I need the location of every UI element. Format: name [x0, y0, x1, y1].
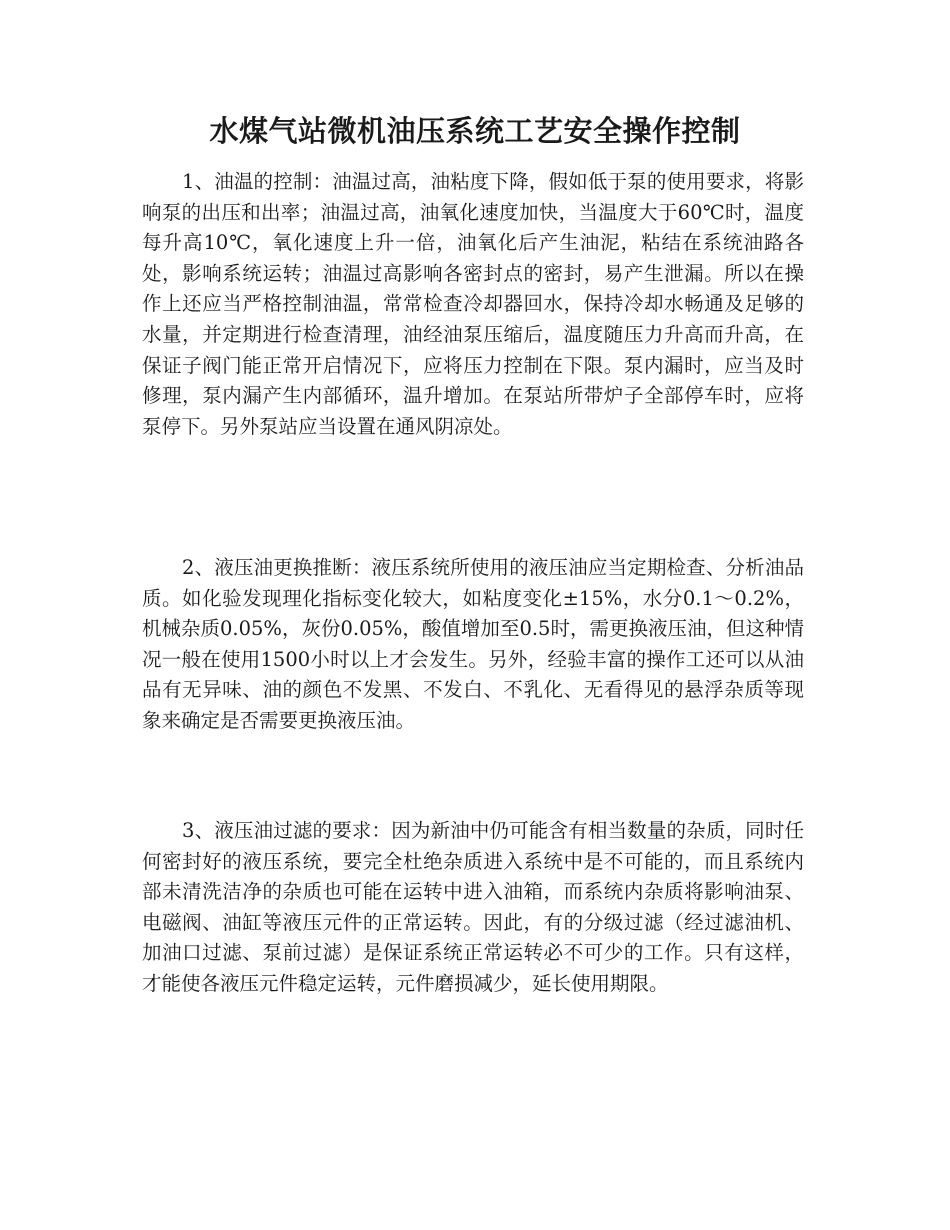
paragraph-hydraulic-oil-replacement: 2、液压油更换推断：液压系统所使用的液压油应当定期检查、分析油品质。如化验发现理化指标变化较大，如粘度变化±15%，水分0.1～0.2%，机械杂质0.05%，灰份0.05%，酸值增加至0.5时，需更换液压油，但这种情况一般在使用1500小时以上才会发生。另外，经验丰富的操作工还可以从油品有无异味、油的颜色不发黑、不发白、不乳化、无看得见的悬浮杂质等现象来确定是否需要更换液压油。 — [142, 556, 804, 732]
paragraph-oil-temperature-control: 1、油温的控制：油温过高，油粘度下降，假如低于泵的使用要求，将影响泵的出压和出率；油温过高，油氧化速度加快，当温度大于60℃时，温度每升高10℃，氧化速度上升一倍，油氧化后产生油泥，粘结在系统油路各处，影响系统运转；油温过高影响各密封点的密封，易产生泄漏。所以在操作上还应当严格控制油温，常常检查冷却器回水，保持冷却水畅通及足够的水量，并定期进行检查清理，油经油泵压缩后，温度随压力升高而升高，在保证子阀门能正常开启情况下，应将压力控制在下限。泵内漏时，应当及时修理，泵内漏产生内部循环，温升增加。在泵站所带炉子全部停车时，应将泵停下。另外泵站应当设置在通风阴凉处。 — [142, 170, 804, 438]
document-title: 水煤气站微机油压系统工艺安全操作控制 — [209, 114, 741, 148]
paragraph-hydraulic-oil-filtration: 3、液压油过滤的要求：因为新油中仍可能含有相当数量的杂质，同时任何密封好的液压系统，要完全杜绝杂质进入系统中是不可能的，而且系统内部未清洗洁净的杂质也可能在运转中进入油箱，而系统内杂质将影响油泵、电磁阀、油缸等液压元件的正常运转。因此，有的分级过滤（经过滤油机、加油口过滤、泵前过滤）是保证系统正常运转必不可少的工作。只有这样，才能使各液压元件稳定运转，元件磨损减少，延长使用期限。 — [142, 819, 804, 995]
